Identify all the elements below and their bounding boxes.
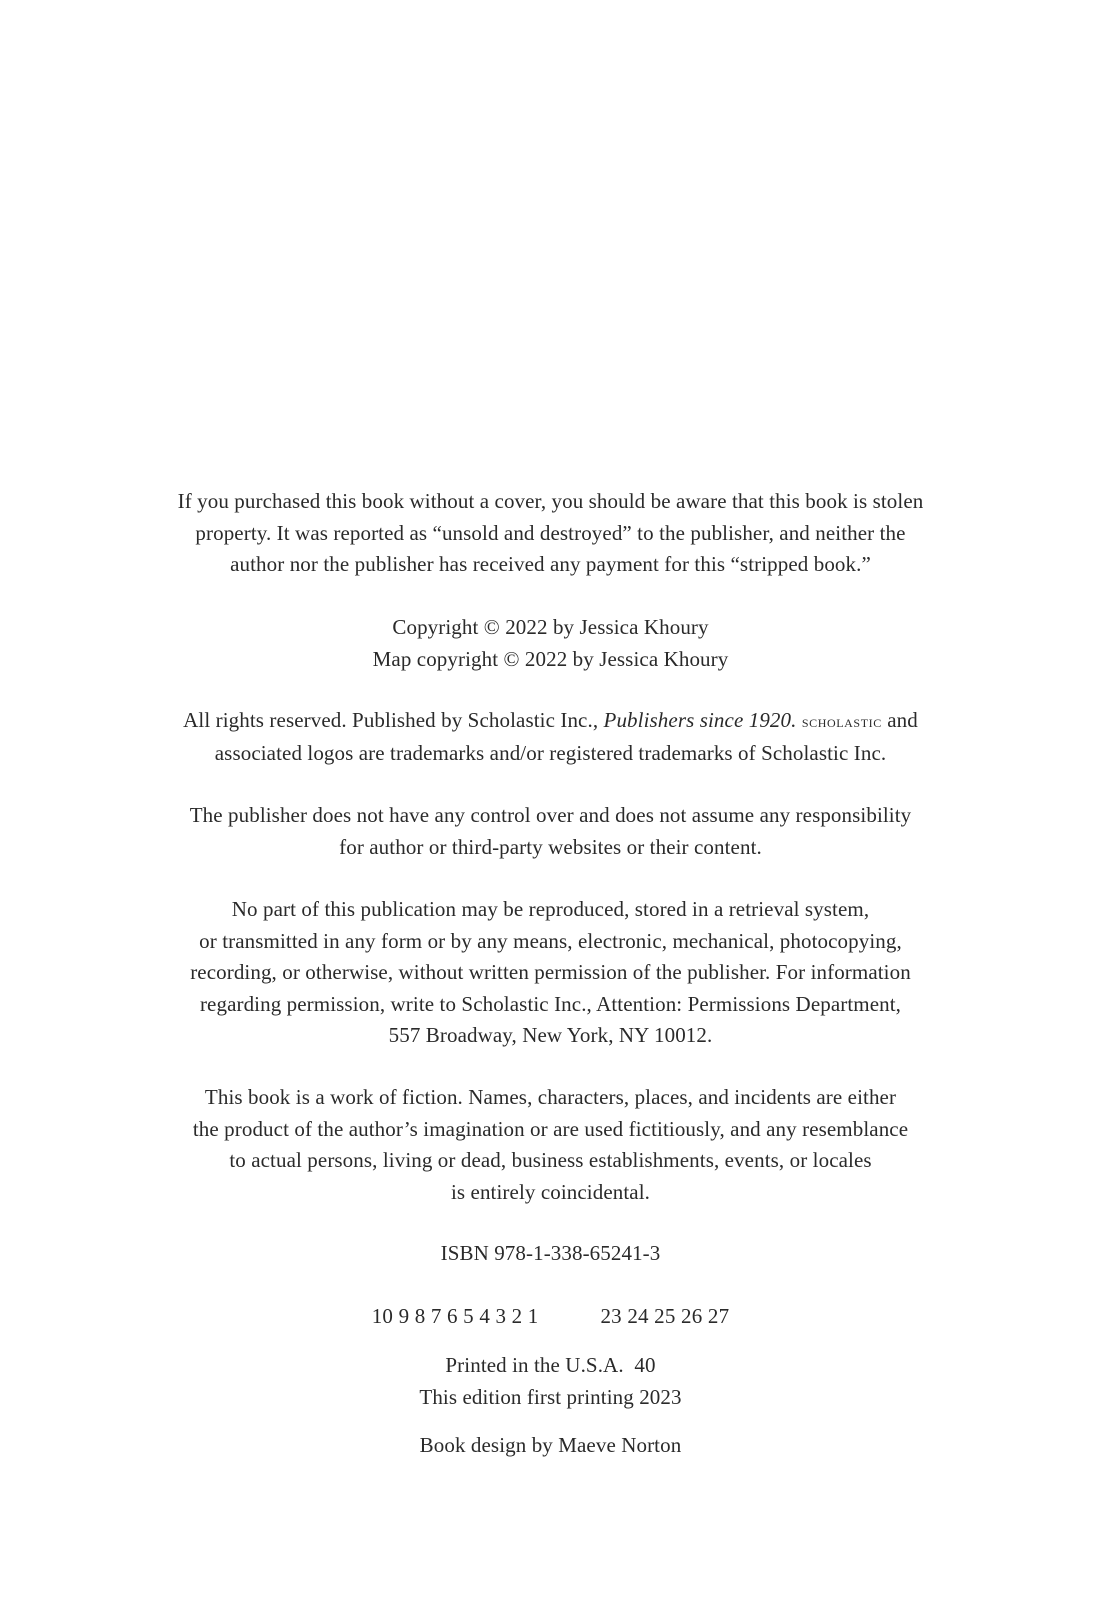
reproduction-line: or transmitted in any form or by any means, electronic, mechanical, photocopying, bbox=[199, 928, 902, 953]
notice-line: author nor the publisher has received any payment for this “stripped book.” bbox=[230, 552, 871, 576]
fiction-disclaimer bbox=[0, 1082, 1101, 1208]
stripped-book-notice bbox=[0, 486, 1101, 581]
printing-years: 23 24 25 26 27 bbox=[600, 1304, 730, 1328]
print-line bbox=[0, 1301, 1101, 1333]
fiction-line: This book is a work of fiction. Names, characters, places, and incidents are either bbox=[204, 1085, 897, 1109]
printing-info bbox=[0, 1350, 1101, 1413]
reproduction-line: No part of this publication may be reproduced, stored in a retrieval system, bbox=[231, 897, 870, 921]
rights-text-end: and bbox=[881, 708, 918, 732]
design-credit bbox=[0, 1430, 1101, 1462]
scholastic-trademark: scholastic bbox=[801, 712, 882, 731]
isbn-number: ISBN 978-1-338-65241-3 bbox=[440, 1241, 661, 1265]
printed-in-line: Printed in the U.S.A. 40 bbox=[445, 1353, 656, 1377]
publisher-tagline: Publishers since 1920. bbox=[603, 708, 797, 732]
design-credit-line: Book design by Maeve Norton bbox=[419, 1433, 682, 1457]
rights-line-2: associated logos are trademarks and/or registered trademarks of Scholastic Inc. bbox=[214, 740, 887, 765]
fiction-line: to actual persons, living or dead, business establishments, events, or locales bbox=[229, 1148, 872, 1172]
map-copyright-line: Map copyright © 2022 by Jessica Khoury bbox=[372, 646, 729, 671]
notice-line: If you purchased this book without a cover, you should be aware that this book is stolen bbox=[177, 489, 924, 513]
rights-line-1 bbox=[0, 705, 1101, 738]
notice-line: property. It was reported as “unsold and destroyed” to the publisher, and neither the bbox=[195, 520, 906, 545]
fiction-line: is entirely coincidental. bbox=[450, 1179, 651, 1204]
rights-text: All rights reserved. Published by Scholastic Inc., bbox=[183, 708, 604, 732]
publisher-disclaimer bbox=[0, 800, 1101, 863]
fiction-line: the product of the author’s imagination or are used fictitiously, and any resemblance bbox=[192, 1116, 909, 1141]
disclaimer-line: The publisher does not have any control over and does not assume any responsibility bbox=[189, 803, 912, 827]
impression-numbers: 10 9 8 7 6 5 4 3 2 1 bbox=[371, 1304, 539, 1328]
reproduction-line: 557 Broadway, New York, NY 10012. bbox=[388, 1023, 713, 1047]
reproduction-line: recording, or otherwise, without written permission of the publisher. For information bbox=[190, 960, 911, 984]
disclaimer-line: for author or third-party websites or their content. bbox=[339, 834, 762, 859]
reproduction-line: regarding permission, write to Scholastic Inc., Attention: Permissions Department, bbox=[199, 991, 902, 1016]
rights-reserved bbox=[0, 705, 1101, 769]
isbn bbox=[0, 1238, 1101, 1270]
edition-line: This edition first printing 2023 bbox=[419, 1384, 682, 1409]
copyright-line: Copyright © 2022 by Jessica Khoury bbox=[392, 615, 709, 639]
reproduction-notice bbox=[0, 894, 1101, 1052]
copyright-notice bbox=[0, 612, 1101, 675]
